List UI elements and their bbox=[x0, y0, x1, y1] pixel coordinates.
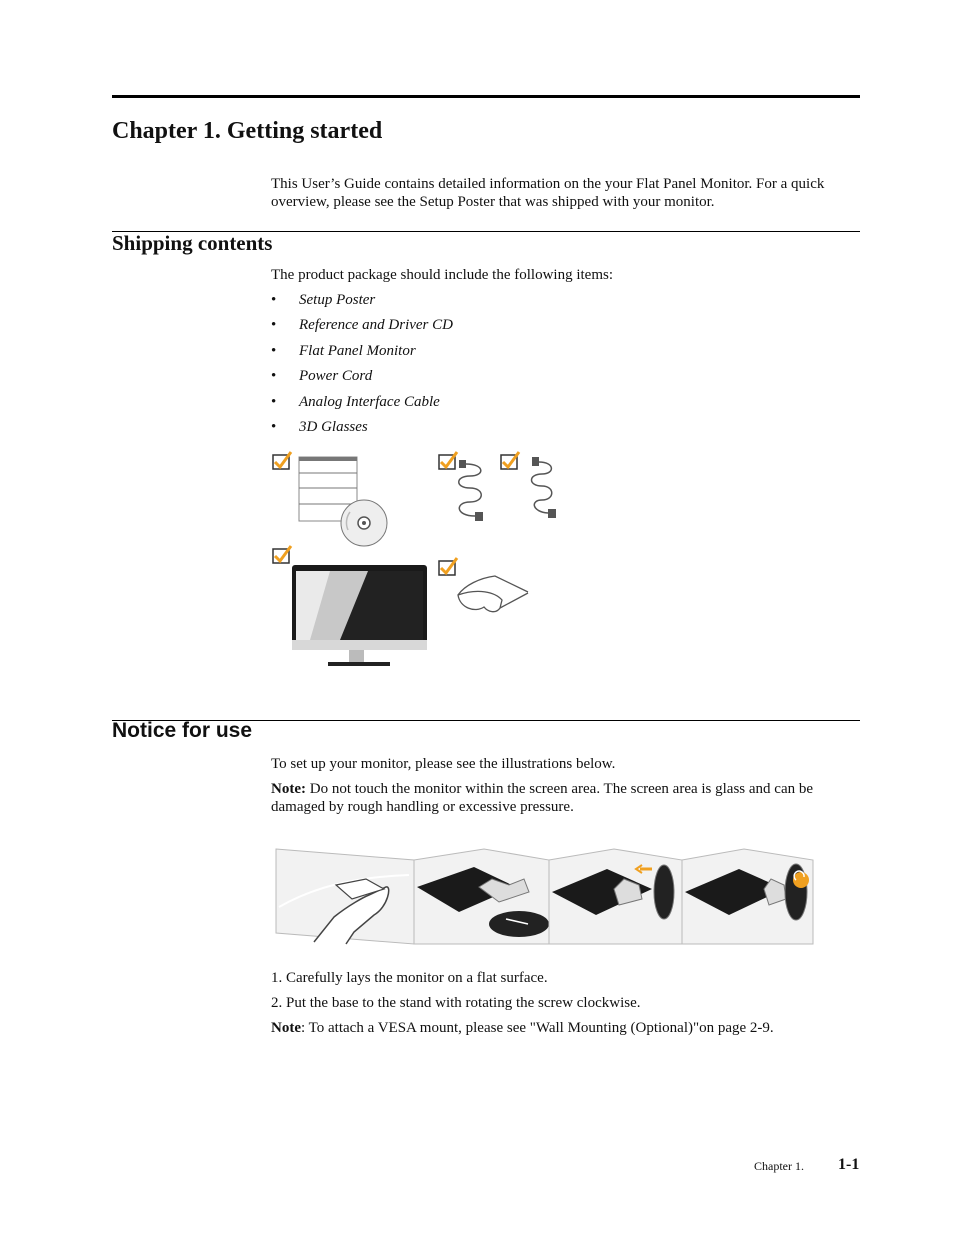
cd-figure bbox=[341, 500, 387, 546]
chapter-intro bbox=[271, 175, 861, 211]
shipping-contents-illustration bbox=[270, 450, 560, 670]
tighten-screw-figure bbox=[682, 849, 813, 944]
chapter-title: Chapter 1. Getting started bbox=[112, 118, 383, 144]
vesa-note bbox=[271, 1019, 774, 1037]
item-label: Setup Poster bbox=[299, 292, 376, 308]
page-number: 1-1 bbox=[838, 1156, 860, 1173]
shipping-heading: Shipping contents bbox=[112, 231, 273, 255]
chapter-top-rule bbox=[112, 95, 860, 98]
chapter-intro-line-1: This User’s Guide contains detailed information on the your Flat Panel Monitor. For a quick bbox=[271, 176, 825, 192]
wipe-surface-figure bbox=[276, 849, 414, 944]
item-label: 3D Glasses bbox=[299, 419, 368, 435]
notice-heading: Notice for use bbox=[112, 719, 253, 742]
analog-cable-figure bbox=[501, 452, 556, 518]
bullet: • bbox=[271, 394, 277, 410]
note-label: Note bbox=[271, 1020, 301, 1036]
bullet: • bbox=[271, 368, 277, 384]
notice-note bbox=[271, 780, 861, 816]
power-cord-figure bbox=[439, 452, 483, 521]
item-label: Analog Interface Cable bbox=[299, 394, 440, 410]
3d-glasses-figure bbox=[439, 558, 528, 612]
item-label: Power Cord bbox=[299, 368, 373, 384]
bullet: • bbox=[271, 292, 277, 308]
list-item bbox=[271, 419, 368, 436]
list-item bbox=[271, 394, 440, 411]
list-item bbox=[271, 292, 376, 309]
monitor-figure bbox=[273, 546, 427, 666]
note-label: Note: bbox=[271, 781, 306, 797]
footer-chapter-label: Chapter 1. bbox=[754, 1159, 804, 1173]
item-label: Reference and Driver CD bbox=[299, 317, 453, 333]
setup-steps-illustration bbox=[274, 847, 814, 945]
list-item bbox=[271, 368, 373, 385]
item-label: Flat Panel Monitor bbox=[299, 343, 416, 359]
bullet: • bbox=[271, 317, 277, 333]
note-text: : To attach a VESA mount, please see "Wall Mounting (Optional)"on page 2-9. bbox=[301, 1020, 774, 1036]
notice-note-line-1 bbox=[271, 780, 861, 798]
monitor-face-down-figure bbox=[414, 849, 549, 944]
note-text: Do not touch the monitor within the screen area. The screen area is glass and can be bbox=[305, 781, 814, 797]
step-1: 1. Carefully lays the monitor on a flat surface. bbox=[271, 970, 548, 986]
list-item bbox=[271, 317, 453, 334]
chapter-intro-line-2: overview, please see the Setup Poster that was shipped with your monitor. bbox=[271, 194, 715, 210]
notice-intro: To set up your monitor, please see the illustrations below. bbox=[271, 756, 616, 772]
attach-base-figure bbox=[549, 849, 682, 944]
step-2: 2. Put the base to the stand with rotating the screw clockwise. bbox=[271, 995, 641, 1011]
shipping-intro: The product package should include the following items: bbox=[271, 267, 613, 283]
bullet: • bbox=[271, 419, 277, 435]
bullet: • bbox=[271, 343, 277, 359]
notice-note-line-2: damaged by rough handling or excessive pressure. bbox=[271, 799, 574, 815]
list-item bbox=[271, 343, 416, 360]
